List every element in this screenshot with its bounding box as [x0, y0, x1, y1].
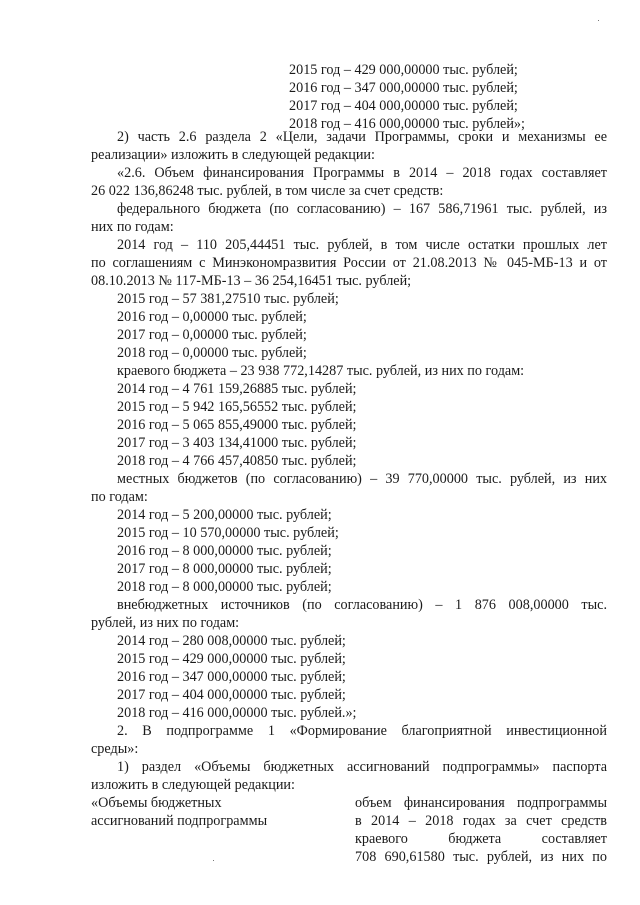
- extrabudget-year-2017: 2017 год – 404 000,00000 тыс. рублей;: [117, 687, 346, 703]
- top-line-2017: 2017 год – 404 000,00000 тыс. рублей;: [289, 98, 518, 114]
- point2-line2: среды»:: [91, 741, 139, 757]
- table-right-line3: краевого бюджета составляет: [355, 831, 607, 847]
- item2-line2: реализации» изложить в следующей редакции:: [91, 147, 375, 163]
- local-year-2015: 2015 год – 10 570,00000 тыс. рублей;: [117, 525, 339, 541]
- federal-2014-line2: по соглашениям с Минэкономразвития России от 21.08.2013 № 045-МБ-13 и от: [91, 255, 607, 271]
- regional-year-2016: 2016 год – 5 065 855,49000 тыс. рублей;: [117, 417, 357, 433]
- extrabudget-year-2018: 2018 год – 416 000,00000 тыс. рублей.»;: [117, 705, 357, 721]
- extrabudget-line2: рублей, из них по годам:: [91, 615, 240, 631]
- federal-2014-line3: 08.10.2013 № 117-МБ-13 – 36 254,16451 тыс. рублей;: [91, 273, 412, 289]
- local-year-2018: 2018 год – 8 000,00000 тыс. рублей;: [117, 579, 332, 595]
- federal-year-2018: 2018 год – 0,00000 тыс. рублей;: [117, 345, 307, 361]
- point2-line1: 2. В подпрограмме 1 «Формирование благоприятной инвестиционной: [117, 723, 607, 739]
- extrabudget-year-2014: 2014 год – 280 008,00000 тыс. рублей;: [117, 633, 346, 649]
- point2-1-line1: 1) раздел «Объемы бюджетных ассигнований подпрограммы» паспорта: [117, 759, 607, 775]
- table-right-line4: 708 690,61580 тыс. рублей, из них по: [355, 849, 607, 865]
- local-year-2016: 2016 год – 8 000,00000 тыс. рублей;: [117, 543, 332, 559]
- local-year-2017: 2017 год – 8 000,00000 тыс. рублей;: [117, 561, 332, 577]
- federal-year-2015: 2015 год – 57 381,27510 тыс. рублей;: [117, 291, 339, 307]
- top-line-2015: 2015 год – 429 000,00000 тыс. рублей;: [289, 62, 518, 78]
- regional-year-2014: 2014 год – 4 761 159,26885 тыс. рублей;: [117, 381, 357, 397]
- regional-year-2018: 2018 год – 4 766 457,40850 тыс. рублей;: [117, 453, 357, 469]
- federal-2014-line1: 2014 год – 110 205,44451 тыс. рублей, в том числе остатки прошлых лет: [117, 237, 607, 253]
- table-right-line2: в 2014 – 2018 годах за счет средств: [355, 813, 607, 829]
- local-line1: местных бюджетов (по согласованию) – 39 770,00000 тыс. рублей, из них: [117, 471, 607, 487]
- regional-year-2017: 2017 год – 3 403 134,41000 тыс. рублей;: [117, 435, 357, 451]
- scan-speck: [598, 20, 599, 21]
- federal-line1: федерального бюджета (по согласованию) – 167 586,71961 тыс. рублей, из: [117, 201, 607, 217]
- scan-speck: [213, 860, 214, 861]
- federal-year-2016: 2016 год – 0,00000 тыс. рублей;: [117, 309, 307, 325]
- top-line-2018: 2018 год – 416 000,00000 тыс. рублей»;: [289, 116, 525, 132]
- table-right-line1: объем финансирования подпрограммы: [355, 795, 607, 811]
- section-2-6-line1: «2.6. Объем финансирования Программы в 2014 – 2018 годах составляет: [117, 165, 607, 181]
- federal-line2: них по годам:: [91, 219, 174, 235]
- top-line-2016: 2016 год – 347 000,00000 тыс. рублей;: [289, 80, 518, 96]
- extrabudget-year-2015: 2015 год – 429 000,00000 тыс. рублей;: [117, 651, 346, 667]
- local-line2: по годам:: [91, 489, 148, 505]
- federal-year-2017: 2017 год – 0,00000 тыс. рублей;: [117, 327, 307, 343]
- extrabudget-line1: внебюджетных источников (по согласованию) – 1 876 008,00000 тыс.: [117, 597, 607, 613]
- table-left-line1: «Объемы бюджетных: [91, 795, 222, 811]
- regional-year-2015: 2015 год – 5 942 165,56552 тыс. рублей;: [117, 399, 357, 415]
- item2-line1: 2) часть 2.6 раздела 2 «Цели, задачи Программы, сроки и механизмы ее: [117, 129, 607, 145]
- extrabudget-year-2016: 2016 год – 347 000,00000 тыс. рублей;: [117, 669, 346, 685]
- section-2-6-line2: 26 022 136,86248 тыс. рублей, в том числе за счет средств:: [91, 183, 444, 199]
- local-year-2014: 2014 год – 5 200,00000 тыс. рублей;: [117, 507, 332, 523]
- point2-1-line2: изложить в следующей редакции:: [91, 777, 295, 793]
- regional-line1: краевого бюджета – 23 938 772,14287 тыс. рублей, из них по годам:: [117, 363, 525, 379]
- table-left-line2: ассигнований подпрограммы: [91, 813, 268, 829]
